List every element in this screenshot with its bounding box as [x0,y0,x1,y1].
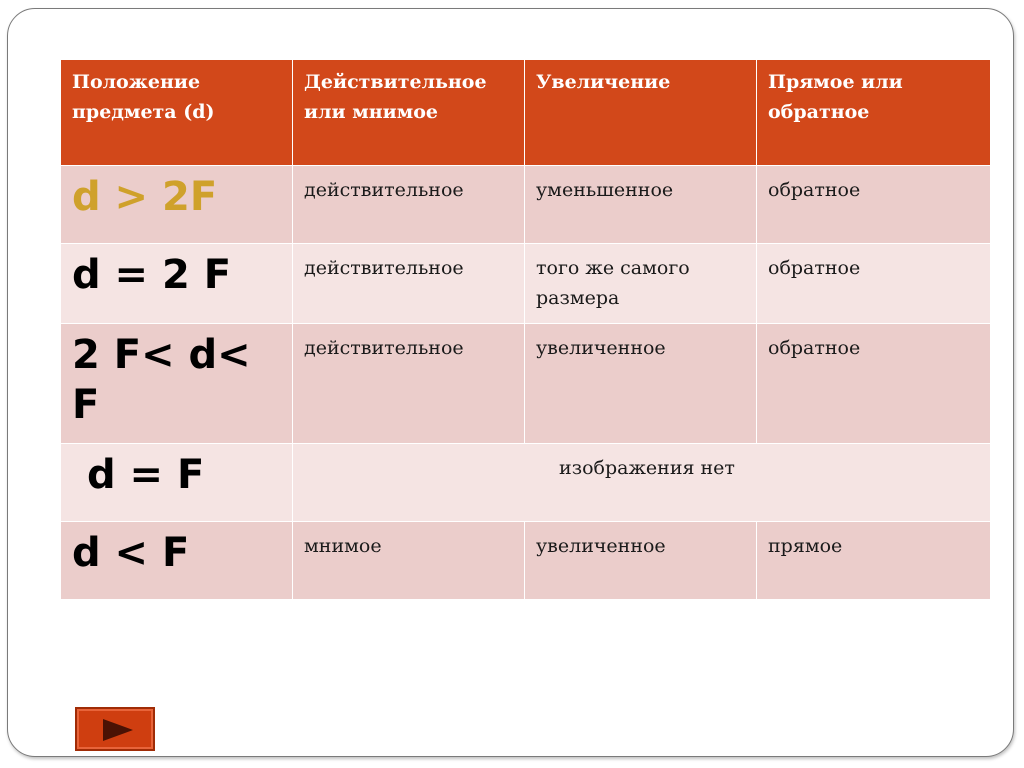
condition-cell: d > 2F [61,166,293,244]
magnification-cell: того же самого размера [525,244,757,324]
table-header-row [61,60,991,166]
magnification-cell: уменьшенное [525,166,757,244]
condition-cell: d < F [61,522,293,600]
orientation-cell: прямое [757,522,991,600]
play-icon [103,719,133,741]
magnification-cell: увеличенное [525,522,757,600]
type-cell: действительное [293,244,525,324]
type-cell: мнимое [293,522,525,600]
table-row [61,166,991,244]
next-slide-button[interactable] [75,707,155,751]
header-magnification: Увеличение [525,60,757,166]
orientation-cell: обратное [757,244,991,324]
header-position: Положение предмета (d) [61,60,293,166]
orientation-cell: обратное [757,324,991,444]
no-image-cell: изображения нет [293,444,991,522]
table-row [61,324,991,444]
orientation-cell: обратное [757,166,991,244]
condition-cell: d = 2 F [61,244,293,324]
table-row [61,244,991,324]
condition-cell: d = F [61,444,293,522]
header-orientation: Прямое или обратное [757,60,991,166]
table-row [61,444,991,522]
magnification-cell: увеличенное [525,324,757,444]
type-cell: действительное [293,324,525,444]
header-real-or-virtual: Действительное или мнимое [293,60,525,166]
table-row [61,522,991,600]
lens-image-table [60,59,991,600]
condition-cell: 2 F< d< F [61,324,293,444]
type-cell: действительное [293,166,525,244]
